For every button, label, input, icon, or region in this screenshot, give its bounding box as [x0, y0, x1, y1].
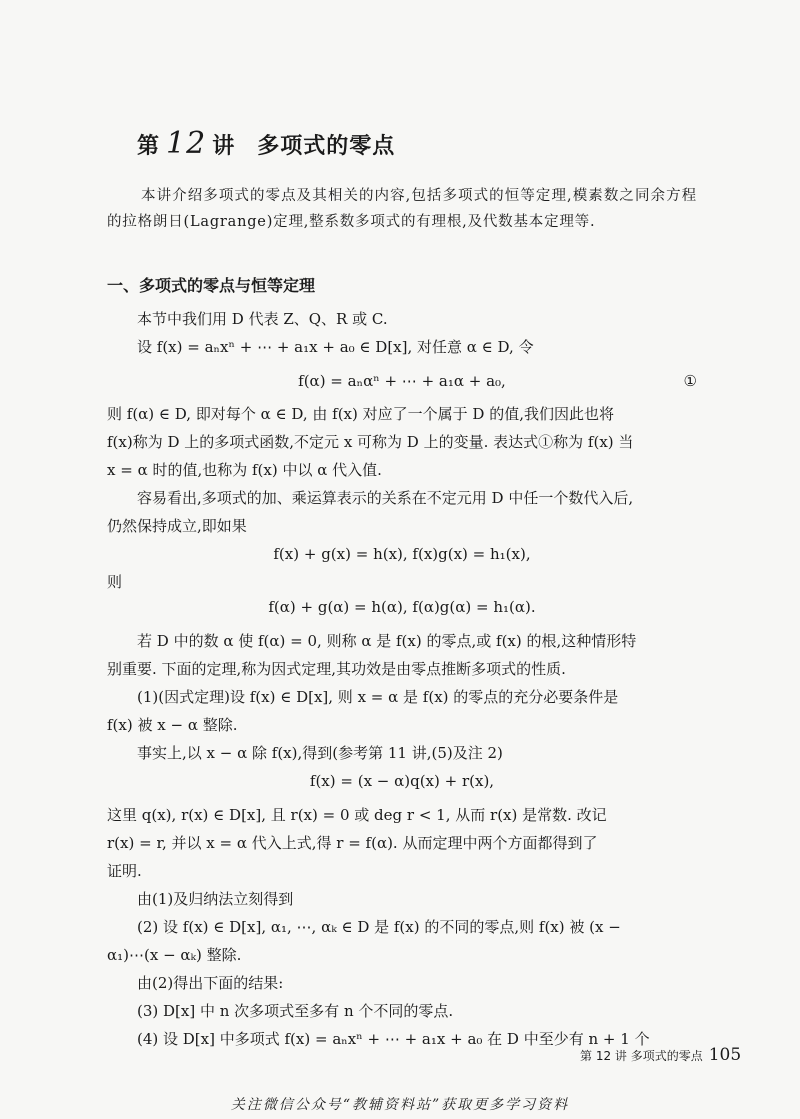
- text-line: 由(1)及归纳法立刻得到: [137, 890, 294, 908]
- text-line: 本节中我们用 D 代表 Z、Q、R 或 C.: [137, 310, 388, 328]
- text-line: f(x) 被 x − α 整除.: [107, 716, 238, 734]
- page-footer: [580, 1045, 741, 1065]
- text-line: (1)(因式定理)设 f(x) ∈ D[x], 则 x = α 是 f(x) 的零点的充分必要条件是: [137, 688, 619, 706]
- intro-paragraph: 本讲介绍多项式的零点及其相关的内容,包括多项式的恒等定理,模素数之同余方程的拉格朗日(Lagrange)定理,整系数多项式的有理根,及代数基本定理等.: [107, 188, 697, 230]
- equation-3: f(α) + g(α) = h(α), f(α)g(α) = h₁(α).: [268, 598, 536, 616]
- text-line: 容易看出,多项式的加、乘运算表示的关系在不定元用 D 中任一个数代入后,: [137, 489, 634, 507]
- equation-4: f(x) = (x − α)q(x) + r(x),: [309, 772, 495, 790]
- section-heading: 一、多项式的零点与恒等定理: [107, 276, 316, 295]
- text-line: α₁)⋯(x − αₖ) 整除.: [107, 946, 242, 964]
- equation-1: [107, 370, 697, 392]
- text-line: (4) 设 D[x] 中多项式 f(x) = aₙxⁿ + ⋯ + a₁x + a₀ 在 D 中至少有 n + 1 个: [137, 1030, 650, 1048]
- text-line: 这里 q(x), r(x) ∈ D[x], 且 r(x) = 0 或 deg r < 1, 从而 r(x) 是常数. 改记: [107, 806, 607, 824]
- text-line: 别重要. 下面的定理,称为因式定理,其功效是由零点推断多项式的性质.: [107, 660, 566, 678]
- text-line: 仍然保持成立,即如果: [107, 517, 247, 535]
- title-suffix: 讲: [212, 134, 236, 159]
- text-line: 则: [107, 573, 123, 591]
- page-title: [137, 126, 395, 161]
- page-number: 105: [708, 1045, 742, 1065]
- title-text: 多项式的零点: [257, 134, 396, 159]
- text-line: 若 D 中的数 α 使 f(α) = 0, 则称 α 是 f(x) 的零点,或 f(x) 的根,这种情形特: [137, 632, 637, 650]
- text-line: (3) D[x] 中 n 次多项式至多有 n 个不同的零点.: [137, 1002, 454, 1020]
- text-line: x = α 时的值,也称为 f(x) 中以 α 代入值.: [107, 461, 382, 479]
- text-line: r(x) = r, 并以 x = α 代入上式,得 r = f(α). 从而定理中两个方面都得到了: [107, 834, 598, 852]
- text-line: f(x)称为 D 上的多项式函数,不定元 x 可称为 D 上的变量. 表达式①称为 f(x) 当: [107, 433, 634, 451]
- title-number: 12: [166, 126, 207, 161]
- text-line: (2) 设 f(x) ∈ D[x], α₁, ⋯, αₖ ∈ D 是 f(x) 的不同的零点,则 f(x) 被 (x −: [137, 918, 621, 936]
- title-prefix: 第: [137, 134, 161, 159]
- text-line: 由(2)得出下面的结果:: [137, 974, 284, 992]
- text-line: 则 f(α) ∈ D, 即对每个 α ∈ D, 由 f(x) 对应了一个属于 D 的值,我们因此也将: [107, 405, 614, 423]
- equation-1-text: f(α) = aₙαⁿ + ⋯ + a₁α + a₀,: [298, 372, 506, 390]
- text-line: 设 f(x) = aₙxⁿ + ⋯ + a₁x + a₀ ∈ D[x], 对任意 α ∈ D, 令: [137, 338, 534, 356]
- watermark-text: 关注微信公众号“教辅资料站”获取更多学习资料: [230, 1097, 570, 1113]
- text-line: 事实上,以 x − α 除 f(x),得到(参考第 11 讲,(5)及注 2): [137, 744, 503, 762]
- equation-1-number: ①: [683, 372, 697, 390]
- equation-2: f(x) + g(x) = h(x), f(x)g(x) = h₁(x),: [273, 545, 531, 563]
- text-line: 证明.: [107, 862, 142, 880]
- footer-chapter: 第 12 讲 多项式的零点: [580, 1049, 703, 1063]
